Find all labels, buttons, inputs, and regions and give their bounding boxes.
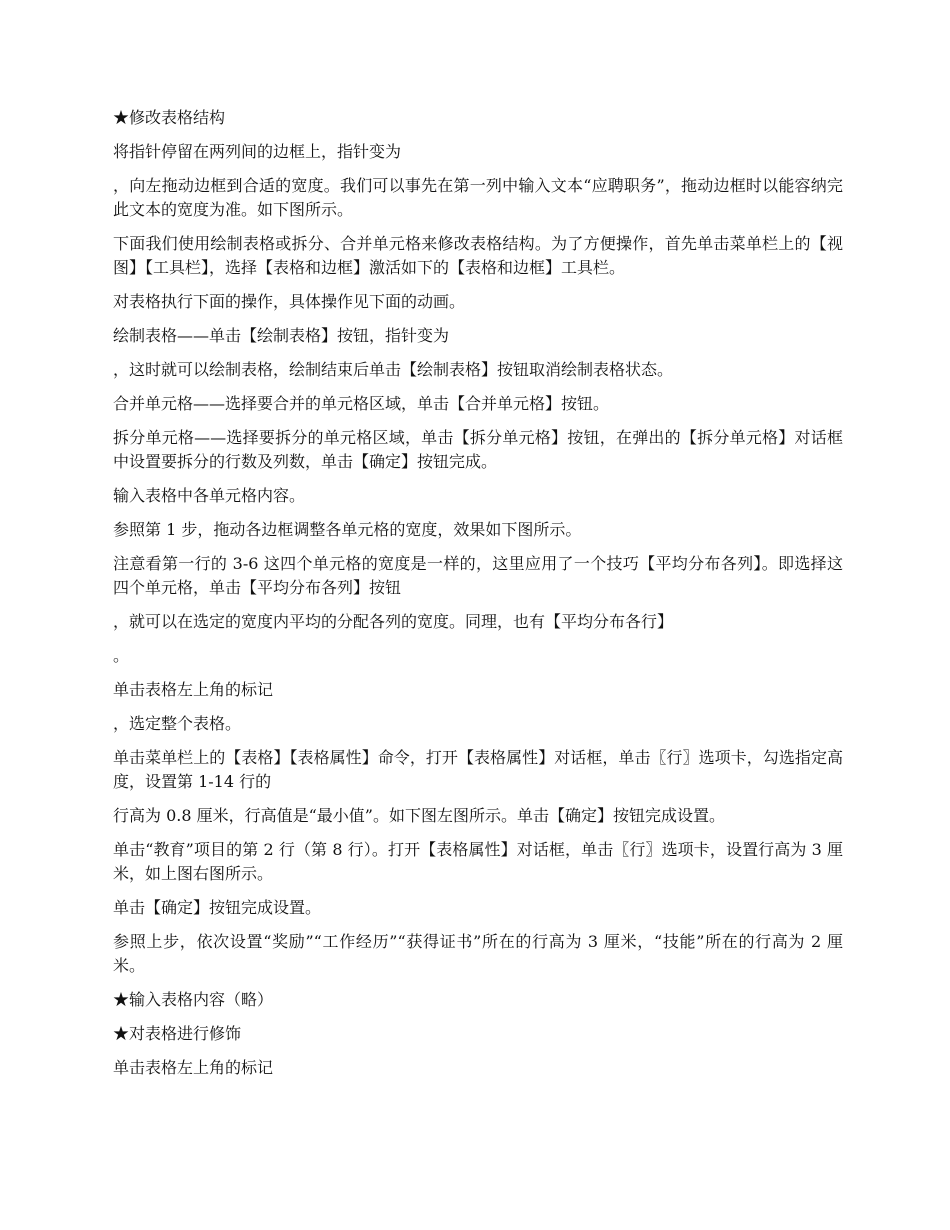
paragraph-distribute-rows: ，就可以在选定的宽度内平均的分配各列的宽度。同理，也有【平均分布各行】 bbox=[113, 612, 674, 631]
paragraph-toolbar-intro: 下面我们使用绘制表格或拆分、合并单元格来修改表格结构。为了方便操作，首先单击菜单栏上的【视图】【工具栏】，选择【表格和边框】激活如下的【表格和边框】工具栏。 bbox=[113, 234, 843, 277]
paragraph-select-table: ，选定整个表格。 bbox=[113, 714, 242, 733]
paragraph-drag-border: ，向左拖动边框到合适的宽度。我们可以事先在第一列中输入文本“应聘职务”，拖动边框时以能容纳完此文本的宽度为准。如下图所示。 bbox=[113, 176, 843, 219]
paragraph-period: 。 bbox=[113, 646, 130, 665]
paragraph-perform-ops: 对表格执行下面的操作，具体操作见下面的动画。 bbox=[113, 292, 466, 311]
paragraph-split-cells: 拆分单元格——选择要拆分的单元格区域，单击【拆分单元格】按钮，在弹出的【拆分单元格】对话框中设置要拆分的行数及列数，单击【确定】按钮完成。 bbox=[113, 428, 843, 471]
heading-modify-structure: ★修改表格结构 bbox=[113, 108, 226, 127]
paragraph-education-row: 单击“教育”项目的第 2 行（第 8 行）。打开【表格属性】对话框，单击〖行〗选项卡，设置行高为 3 厘米，如上图右图所示。 bbox=[113, 840, 843, 883]
paragraph-pointer-hover: 将指针停留在两列间的边框上，指针变为 bbox=[113, 142, 402, 161]
paragraph-click-mark-2: 单击表格左上角的标记 bbox=[113, 1058, 274, 1077]
paragraph-adjust-width: 参照第 1 步，拖动各边框调整各单元格的宽度，效果如下图所示。 bbox=[113, 520, 582, 539]
paragraph-distribute-cols: 注意看第一行的 3-6 这四个单元格的宽度是一样的，这里应用了一个技巧【平均分布各列】。即选择这四个单元格，单击【平均分布各列】按钮 bbox=[113, 554, 843, 597]
paragraph-draw-table-cont: ，这时就可以绘制表格，绘制结束后单击【绘制表格】按钮取消绘制表格状态。 bbox=[113, 360, 674, 379]
paragraph-click-mark: 单击表格左上角的标记 bbox=[113, 680, 274, 699]
paragraph-merge-cells: 合并单元格——选择要合并的单元格区域，单击【合并单元格】按钮。 bbox=[113, 394, 610, 413]
heading-input-content: ★输入表格内容（略） bbox=[113, 990, 274, 1009]
paragraph-table-properties: 单击菜单栏上的【表格】【表格属性】命令，打开【表格属性】对话框，单击〖行〗选项卡，勾选指定高度，设置第 1-14 行的 bbox=[113, 748, 843, 791]
paragraph-other-rows: 参照上步，依次设置“奖励”“工作经历”“获得证书”所在的行高为 3 厘米，“技能”所在的行高为 2 厘米。 bbox=[113, 932, 843, 975]
paragraph-confirm: 单击【确定】按钮完成设置。 bbox=[113, 898, 322, 917]
paragraph-draw-table: 绘制表格——单击【绘制表格】按钮，指针变为 bbox=[113, 326, 450, 345]
paragraph-row-height: 行高为 0.8 厘米，行高值是“最小值”。如下图左图所示。单击【确定】按钮完成设置。 bbox=[113, 806, 725, 825]
document-page bbox=[113, 106, 843, 1090]
heading-decorate-table: ★对表格进行修饰 bbox=[113, 1024, 242, 1043]
paragraph-input-content: 输入表格中各单元格内容。 bbox=[113, 486, 306, 505]
